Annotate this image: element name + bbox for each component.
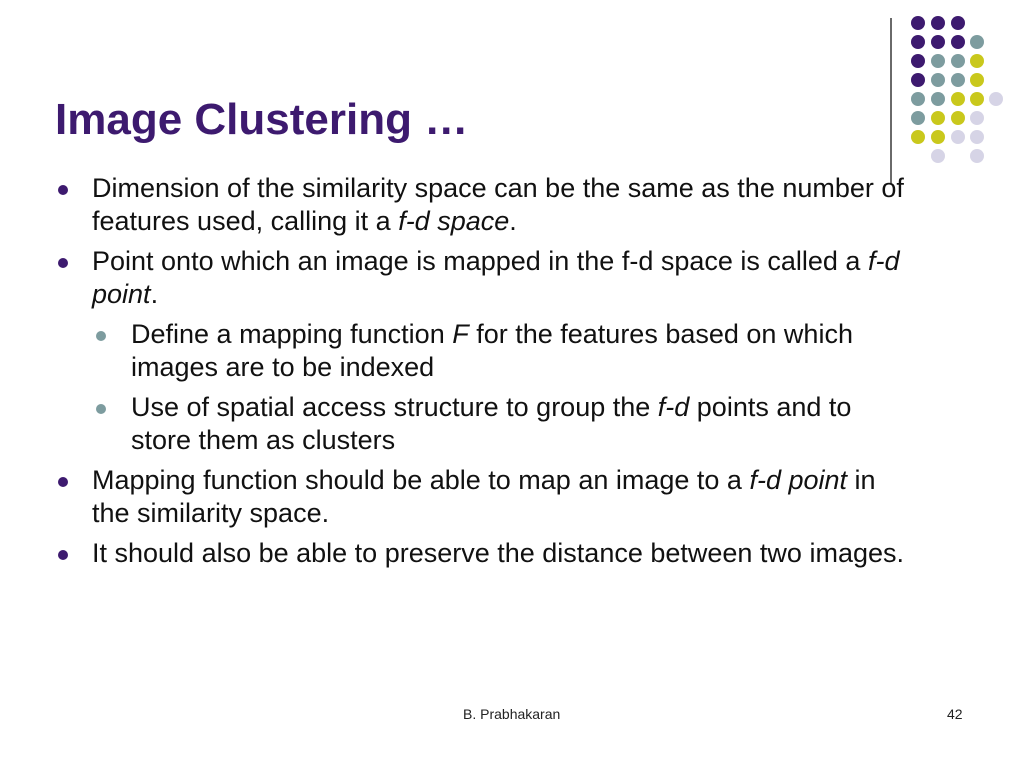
bullet-text bbox=[131, 318, 915, 384]
sub-bullet-item bbox=[55, 318, 915, 384]
bullet-text bbox=[131, 391, 915, 457]
text-run: . bbox=[150, 279, 159, 309]
decorative-dot-icon bbox=[951, 130, 965, 144]
bullet-item bbox=[55, 537, 915, 570]
text-run: Mapping function should be able to map an image to a bbox=[92, 465, 750, 495]
decorative-dot-icon bbox=[931, 92, 945, 106]
text-run: Dimension of the similarity space can be the same as the number of features used, calling it a bbox=[92, 173, 904, 236]
bullet-marker-icon bbox=[58, 477, 68, 487]
title-divider-line bbox=[890, 18, 892, 184]
text-run: in the similarity space. bbox=[92, 465, 876, 528]
decorative-dot-icon bbox=[970, 149, 984, 163]
decorative-dot-icon bbox=[931, 35, 945, 49]
text-run: for the features based on which images are to be indexed bbox=[131, 319, 853, 382]
decorative-dot-icon bbox=[970, 111, 984, 125]
decorative-dot-icon bbox=[951, 111, 965, 125]
italic-term: f-d bbox=[657, 392, 690, 422]
decorative-dot-icon bbox=[931, 54, 945, 68]
decorative-dot-icon bbox=[951, 73, 965, 87]
decorative-dot-icon bbox=[951, 16, 965, 30]
bullet-marker-icon bbox=[96, 404, 106, 414]
decorative-dot-icon bbox=[951, 35, 965, 49]
text-run: Point onto which an image is mapped in the f-d space is called a bbox=[92, 246, 868, 276]
bullet-marker-icon bbox=[58, 258, 68, 268]
decorative-dot-icon bbox=[911, 35, 925, 49]
decorative-dot-icon bbox=[911, 16, 925, 30]
decorative-dot-icon bbox=[911, 130, 925, 144]
decorative-dot-icon bbox=[931, 130, 945, 144]
decorative-dot-icon bbox=[911, 92, 925, 106]
footer-page-number: 42 bbox=[947, 706, 963, 722]
bullet-text bbox=[92, 537, 915, 570]
italic-term: f-d point bbox=[92, 246, 900, 309]
decorative-dot-icon bbox=[970, 73, 984, 87]
decorative-dot-icon bbox=[911, 111, 925, 125]
decorative-dot-icon bbox=[931, 16, 945, 30]
text-run: It should also be able to preserve the distance between two images. bbox=[92, 538, 904, 568]
sub-bullet-item bbox=[55, 391, 915, 457]
italic-term: f-d space bbox=[398, 206, 510, 236]
bullet-list bbox=[55, 172, 915, 577]
decorative-dot-icon bbox=[951, 54, 965, 68]
text-run: Define a mapping function bbox=[131, 319, 453, 349]
bullet-text bbox=[92, 464, 915, 530]
bullet-item bbox=[55, 172, 915, 238]
decorative-dot-icon bbox=[970, 92, 984, 106]
bullet-marker-icon bbox=[58, 550, 68, 560]
bullet-item bbox=[55, 464, 915, 530]
decorative-dot-icon bbox=[931, 111, 945, 125]
bullet-marker-icon bbox=[58, 185, 68, 195]
bullet-item bbox=[55, 245, 915, 311]
text-run: Use of spatial access structure to group the bbox=[131, 392, 658, 422]
text-run: . bbox=[509, 206, 517, 236]
bullet-text bbox=[92, 172, 915, 238]
italic-term: f-d point bbox=[749, 465, 848, 495]
footer-author: B. Prabhakaran bbox=[463, 706, 561, 722]
bullet-text bbox=[92, 245, 915, 311]
decorative-dot-icon bbox=[911, 54, 925, 68]
decorative-dot-icon bbox=[951, 92, 965, 106]
decorative-dot-icon bbox=[931, 149, 945, 163]
text-run: points and to store them as clusters bbox=[131, 392, 852, 455]
italic-term: F bbox=[452, 319, 469, 349]
decorative-dot-icon bbox=[989, 92, 1003, 106]
decorative-dot-icon bbox=[931, 73, 945, 87]
decorative-dot-icon bbox=[911, 73, 925, 87]
bullet-marker-icon bbox=[96, 331, 106, 341]
decorative-dot-icon bbox=[970, 35, 984, 49]
decorative-dot-icon bbox=[970, 130, 984, 144]
decorative-dot-icon bbox=[970, 54, 984, 68]
slide-title: Image Clustering … bbox=[55, 95, 469, 144]
